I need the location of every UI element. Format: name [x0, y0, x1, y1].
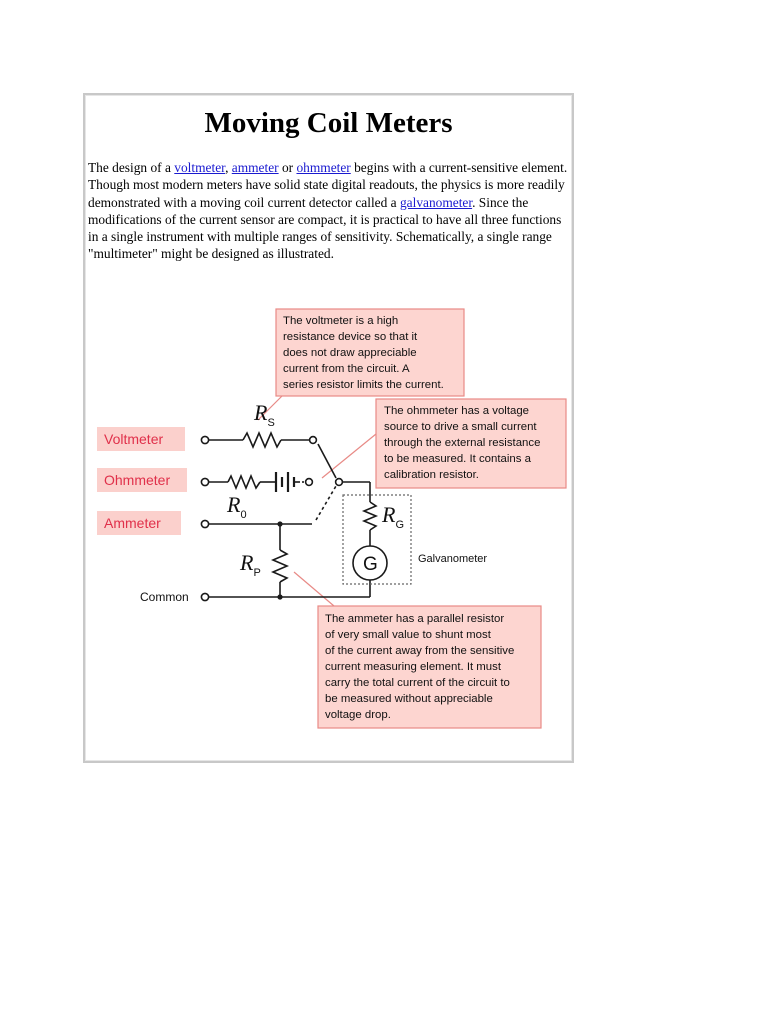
- svg-text:The ammeter has a parallel res: [325, 613, 517, 721]
- ammeter-callout-line: be measured without appreciable: [325, 693, 493, 705]
- junction-dot: [277, 521, 282, 526]
- rs-label: [253, 400, 275, 429]
- intro-text-3: or: [278, 160, 297, 175]
- rg-sub: G: [395, 519, 405, 531]
- intro-text-4: begins with a current-sensitive element. Though most modern meters have solid state digital readouts, the physics is more readily demonstrated with a moving coil current detector called a: [88, 160, 568, 210]
- galvanometer-label: Galvanometer: [418, 553, 488, 565]
- ammeter-callout-line: current measuring element. It must: [325, 661, 501, 673]
- ohmmeter-callout: [322, 399, 566, 488]
- ammeter-callout: [294, 572, 541, 728]
- ammeter-callout-line: voltage drop.: [325, 709, 391, 721]
- switch-pivot: [336, 479, 343, 486]
- switch-alt-ammeter: [316, 486, 336, 520]
- ohmmeter-callout-line: source to drive a small current: [384, 421, 537, 433]
- common-terminal: [201, 593, 208, 600]
- junction-dot: [277, 594, 282, 599]
- ammeter-callout-line: of very small value to shunt most: [325, 629, 491, 641]
- ohmmeter-label-text: Ohmmeter: [104, 472, 171, 488]
- ohmmeter-callout-pointer: [322, 434, 376, 478]
- galvanometer-symbol-letter: G: [363, 554, 378, 575]
- rg-main: R: [382, 502, 396, 527]
- ohmmeter-label: [97, 468, 187, 492]
- ohmmeter-callout-line: through the external resistance: [384, 437, 541, 449]
- ammeter-label: [97, 511, 181, 535]
- page-title: Moving Coil Meters: [204, 107, 453, 139]
- ammeter-callout-line: The ammeter has a parallel resistor: [325, 613, 505, 625]
- voltmeter-terminal: [201, 436, 208, 443]
- intro-text-1: The design of a: [88, 160, 175, 175]
- switch-arm: [318, 444, 336, 478]
- voltmeter-label: [97, 427, 185, 451]
- switch-contact-ohmmeter: [306, 479, 313, 486]
- rp-main: R: [240, 550, 254, 575]
- ammeter-callout-pointer: [294, 572, 334, 606]
- rp-label: [239, 550, 261, 579]
- ammeter-callout-line: of the current away from the sensitive: [325, 645, 515, 657]
- ohmmeter-callout-line: The ohmmeter has a voltage: [384, 405, 529, 417]
- ammeter-terminal: [201, 520, 208, 527]
- voltmeter-callout-line: series resistor limits the current.: [283, 379, 444, 391]
- voltmeter-callout-line: The voltmeter is a high: [283, 315, 399, 327]
- ohmmeter-link[interactable]: ohmmeter: [296, 160, 351, 175]
- resistor-rp: [273, 550, 287, 582]
- intro-text-5: . Since the modifications of the current sensor are compact, it is practical to have all three functions in a single instrument with multiple ranges of sensitivity. Schematically, a single range "multimeter" might be designed as illustrated.: [88, 194, 562, 262]
- resistor-rs: [243, 433, 281, 447]
- ammeter-link[interactable]: ammeter: [231, 160, 279, 175]
- r0-label: [226, 492, 247, 521]
- terminals: [201, 436, 342, 600]
- rp-sub: P: [253, 567, 261, 579]
- voltmeter-label-text: Voltmeter: [104, 431, 164, 447]
- voltmeter-callout-line: does not draw appreciable: [283, 347, 417, 359]
- ohmmeter-callout-line: calibration resistor.: [384, 469, 479, 481]
- galvanometer-link[interactable]: galvanometer: [399, 194, 473, 210]
- ohmmeter-terminal: [201, 478, 208, 485]
- r0-sub: 0: [240, 509, 247, 521]
- switch-contact-voltmeter: [310, 437, 317, 444]
- voltmeter-callout-line: resistance device so that it: [283, 331, 418, 343]
- intro-text-2: ,: [225, 160, 232, 175]
- rs-sub: S: [267, 417, 275, 429]
- ohmmeter-callout-line: to be measured. It contains a: [384, 453, 531, 465]
- voltmeter-link[interactable]: voltmeter: [174, 160, 226, 175]
- r0-main: R: [227, 492, 241, 517]
- resistor-rg: [364, 502, 376, 530]
- rg-label: [381, 502, 404, 531]
- voltmeter-callout-line: current from the circuit. A: [283, 363, 409, 375]
- rs-main: R: [254, 400, 268, 425]
- common-label: Common: [140, 590, 189, 604]
- ammeter-callout-line: carry the total current of the circuit to: [325, 677, 510, 689]
- ammeter-label-text: Ammeter: [104, 515, 161, 531]
- resistor-r0: [228, 476, 260, 488]
